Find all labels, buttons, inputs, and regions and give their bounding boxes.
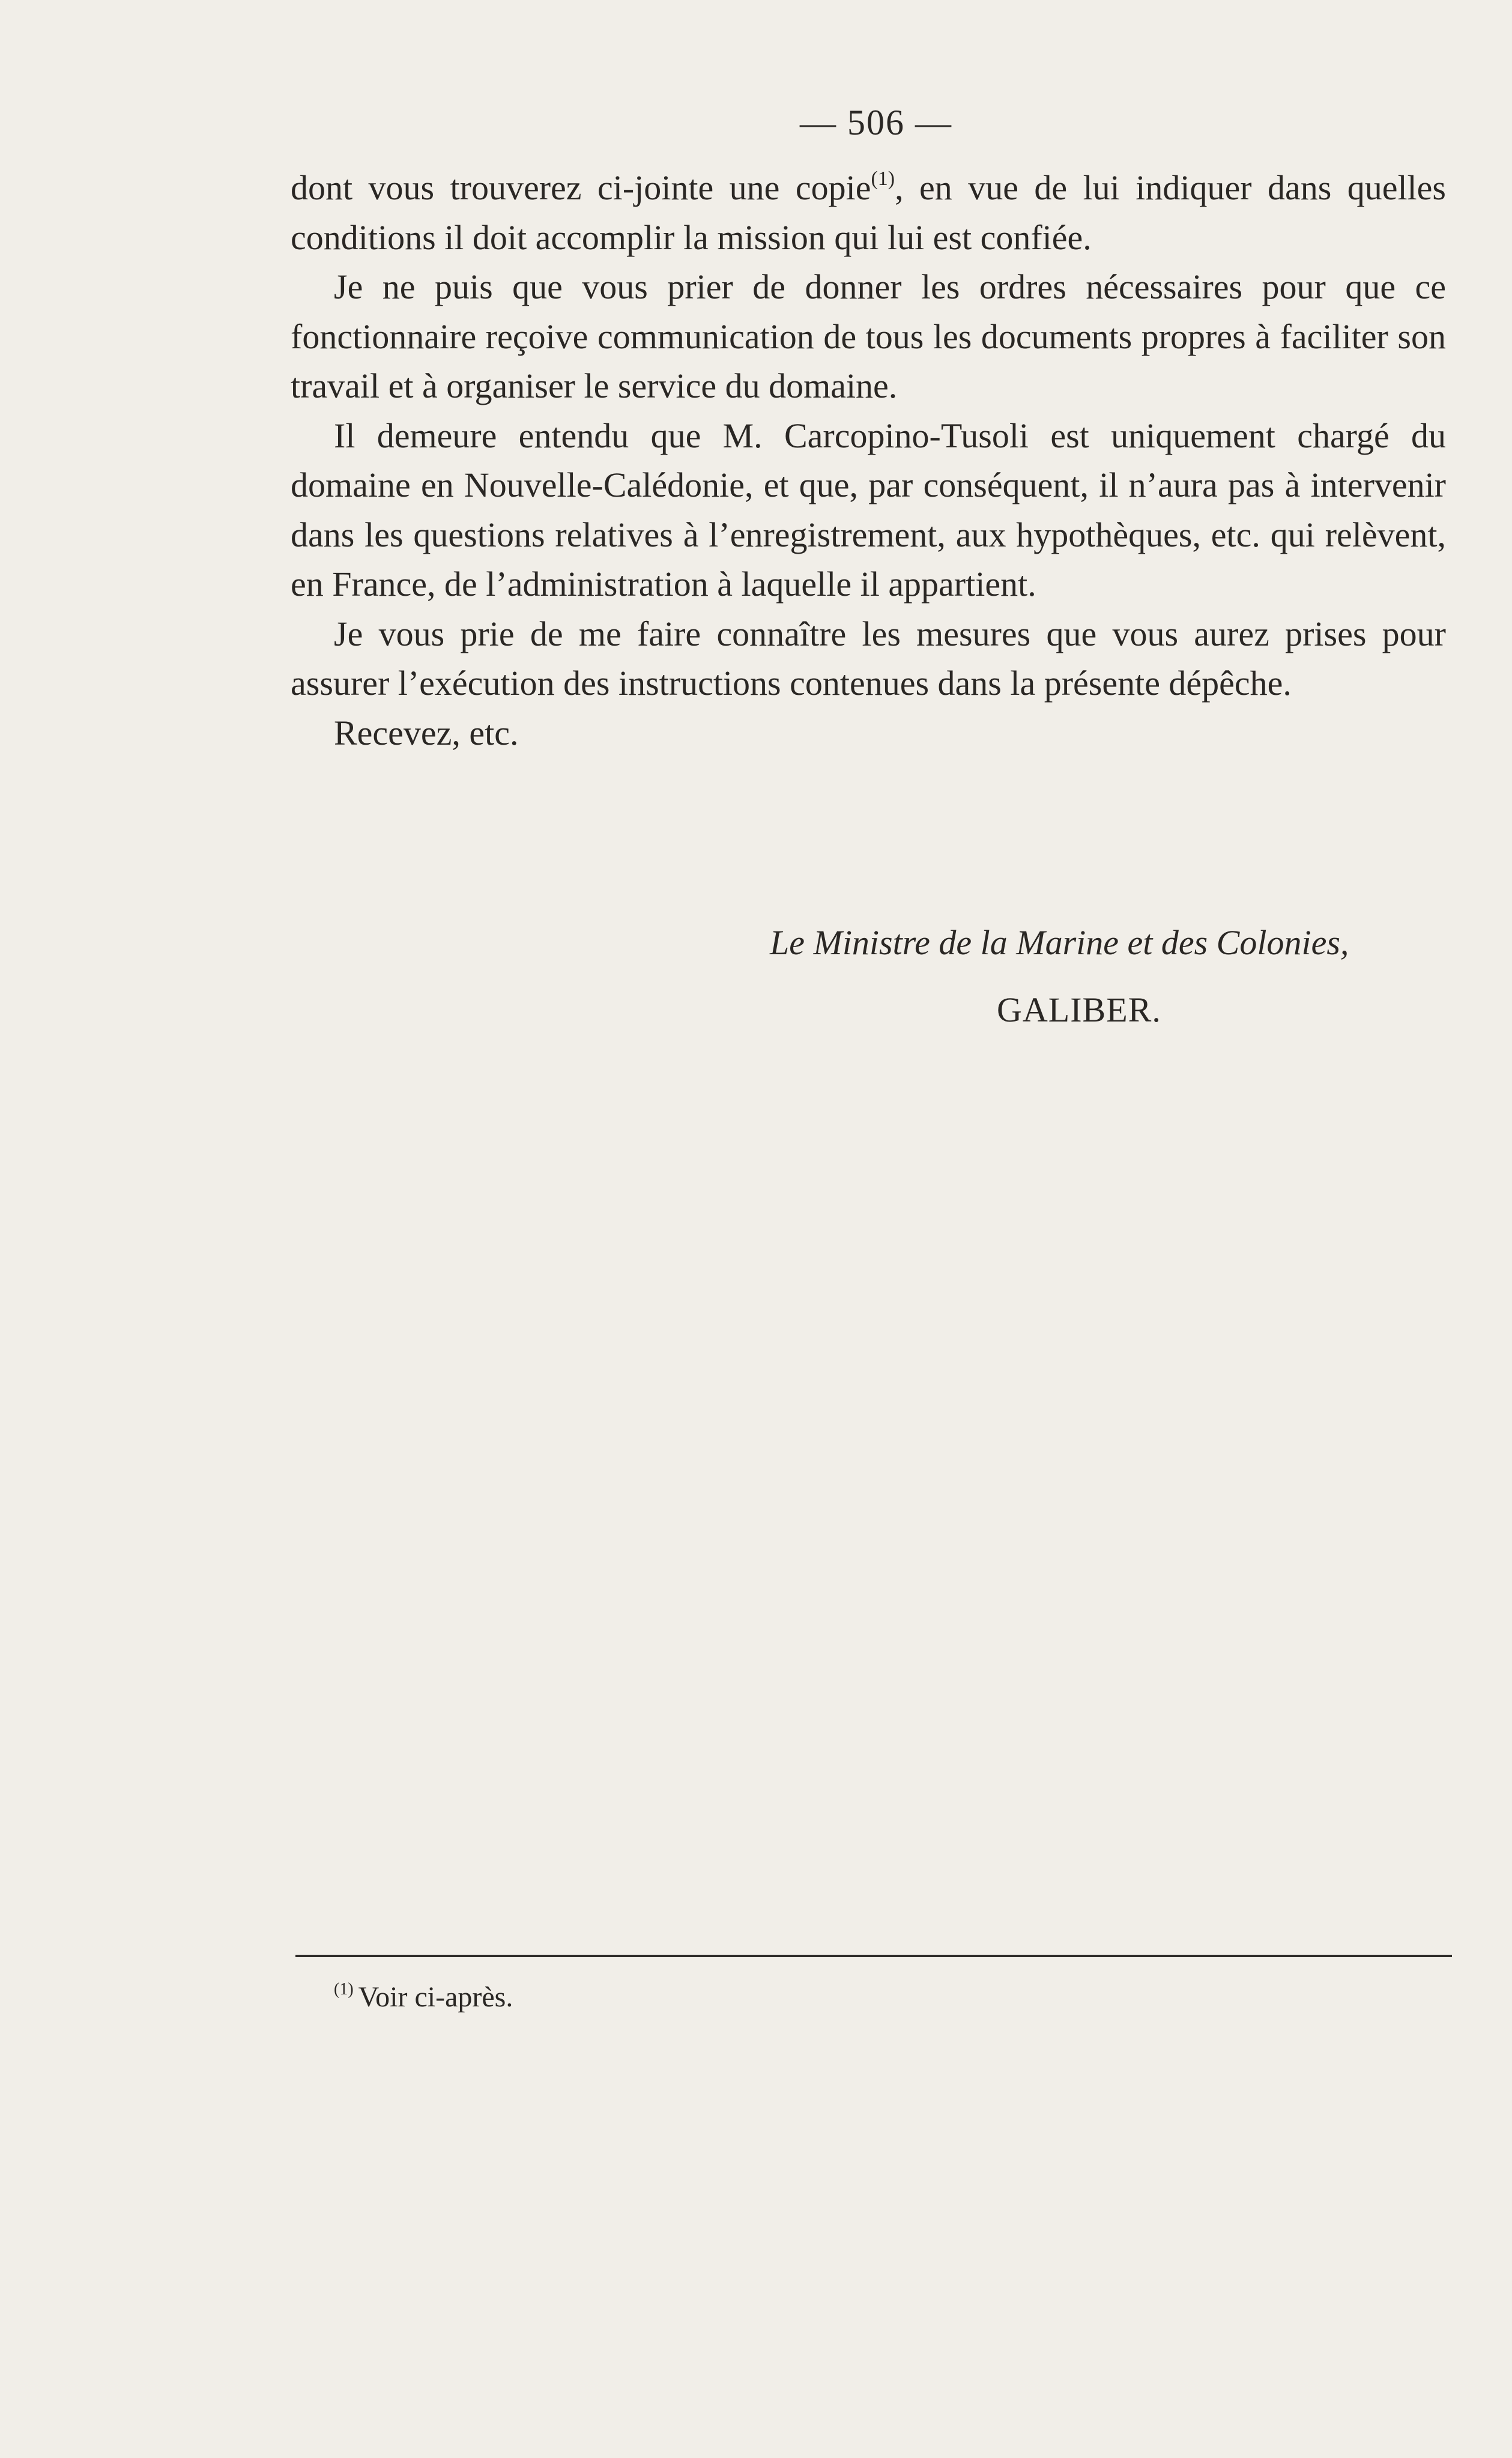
paragraph-1-start: dont vous trouverez ci-jointe une copie [291,168,871,207]
footnote-reference: (1) [871,168,895,190]
signature-name: GALIBER. [997,990,1161,1029]
paragraph-1-end: , en vue de lui indiquer dans quelles conditions il doit accomplir la mission qui lui est confiée. [291,168,1446,257]
page-number: — 506 — [800,103,952,142]
signature-title: Le Ministre de la Marine et des Colonies, [770,923,1349,962]
body-text [291,163,1446,758]
footnote-marker: (1) [334,1980,354,1999]
paragraph-1 [291,163,1446,262]
paragraph-2: Je ne puis que vous prier de donner les ordres nécessaires pour que ce fonctionnaire reçoive communication de tous les documents propres à faciliter son travail et à organiser le service du domaine. [291,267,1446,405]
paragraph-4: Je vous prie de me faire connaître les mesures que vous aurez prises pour assurer l’exécution des instructions contenues dans la présente dépêche. [291,614,1446,703]
paragraph-3: Il demeure entendu que M. Carcopino-Tusoli est uniquement chargé du domaine en Nouvelle-Calédonie, et que, par conséquent, il n’aura pas à intervenir dans les questions relatives à l’enregistrement, aux hypothèques, etc. qui relèvent, en France, de l’administration à laquelle il appartient. [291,416,1446,604]
footnote-rule [295,1955,1452,1957]
footnote-text: Voir ci-après. [358,1981,513,2013]
footnote [334,1981,513,2014]
closing-formula: Recevez, etc. [334,713,519,752]
